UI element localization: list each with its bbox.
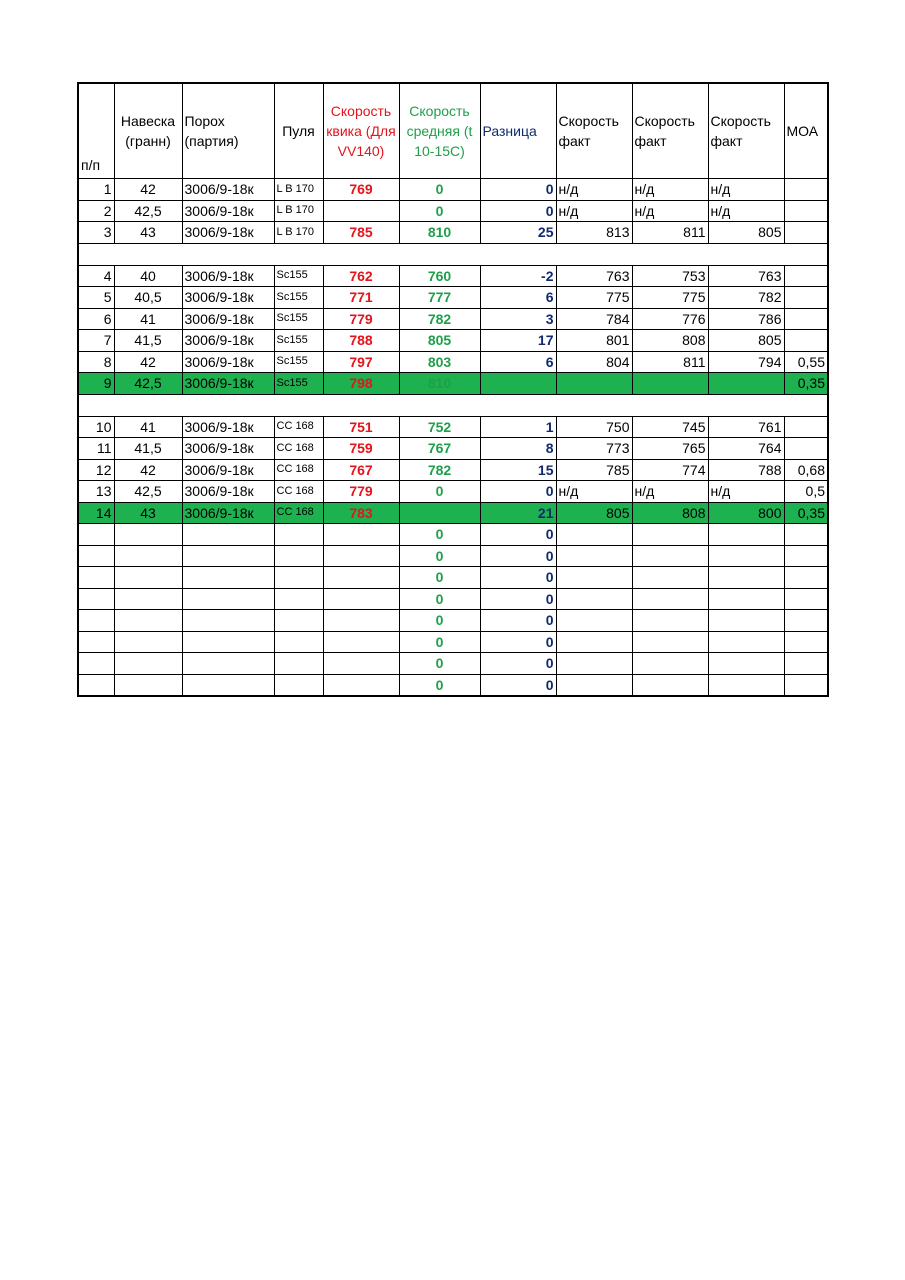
cell-fact-speed-3: н/д (708, 481, 784, 503)
cell-fact-speed-1: 773 (556, 438, 632, 460)
cell-fact-speed-3 (708, 610, 784, 632)
cell-moa (784, 438, 828, 460)
cell-bullet (274, 567, 323, 589)
cell-num (78, 588, 114, 610)
cell-powder (182, 524, 274, 546)
cell-difference: 0 (480, 588, 556, 610)
cell-fact-speed-3: 782 (708, 287, 784, 309)
cell-fact-speed-2: н/д (632, 179, 708, 201)
cell-num (78, 674, 114, 696)
cell-moa: 0,35 (784, 502, 828, 524)
cell-fact-speed-3: 805 (708, 222, 784, 244)
cell-moa (784, 200, 828, 222)
cell-quick-speed (323, 674, 399, 696)
header-difference: Разница (480, 83, 556, 179)
table-row (78, 200, 828, 222)
table-row (78, 308, 828, 330)
cell-num: 9 (78, 373, 114, 395)
cell-moa (784, 524, 828, 546)
cell-fact-speed-3 (708, 524, 784, 546)
cell-fact-speed-1: н/д (556, 200, 632, 222)
cell-fact-speed-2: 811 (632, 222, 708, 244)
cell-bullet (274, 653, 323, 675)
cell-num: 12 (78, 459, 114, 481)
cell-weight: 41,5 (114, 330, 182, 352)
cell-quick-speed: 788 (323, 330, 399, 352)
cell-fact-speed-2: 808 (632, 502, 708, 524)
cell-fact-speed-3: 763 (708, 265, 784, 287)
cell-bullet: CC 168 (274, 416, 323, 438)
cell-fact-speed-3 (708, 588, 784, 610)
cell-difference: 6 (480, 351, 556, 373)
cell-bullet: Sc155 (274, 373, 323, 395)
header-weight: Навеска (гранн) (114, 83, 182, 179)
cell-difference: 0 (480, 567, 556, 589)
cell-weight: 42,5 (114, 373, 182, 395)
cell-avg-speed (399, 502, 480, 524)
table-row (78, 222, 828, 244)
cell-moa (784, 265, 828, 287)
cell-quick-speed: 797 (323, 351, 399, 373)
table-row (78, 524, 828, 546)
table-row (78, 287, 828, 309)
cell-fact-speed-1 (556, 524, 632, 546)
cell-fact-speed-1: н/д (556, 179, 632, 201)
cell-fact-speed-2 (632, 674, 708, 696)
cell-moa (784, 588, 828, 610)
cell-weight (114, 588, 182, 610)
cell-powder (182, 545, 274, 567)
cell-bullet: CC 168 (274, 459, 323, 481)
cell-powder: 3006/9-18к (182, 438, 274, 460)
cell-weight: 41 (114, 308, 182, 330)
header-fact-speed-1: Скорость факт (556, 83, 632, 179)
cell-bullet: L B 170 (274, 200, 323, 222)
cell-weight (114, 653, 182, 675)
cell-moa (784, 416, 828, 438)
separator-cell (78, 394, 828, 416)
cell-avg-speed: 810 (399, 222, 480, 244)
header-fact-speed-3: Скорость факт (708, 83, 784, 179)
cell-num: 2 (78, 200, 114, 222)
cell-fact-speed-1: 763 (556, 265, 632, 287)
header-num: п/п (78, 83, 114, 179)
cell-weight: 42,5 (114, 200, 182, 222)
header-powder: Порох (партия) (182, 83, 274, 179)
cell-weight: 41,5 (114, 438, 182, 460)
cell-powder (182, 567, 274, 589)
cell-powder (182, 610, 274, 632)
cell-fact-speed-2: 753 (632, 265, 708, 287)
cell-fact-speed-1: 813 (556, 222, 632, 244)
cell-fact-speed-1: 750 (556, 416, 632, 438)
load-data-table (77, 82, 829, 697)
cell-bullet: Sc155 (274, 265, 323, 287)
cell-fact-speed-3 (708, 674, 784, 696)
cell-fact-speed-3: 761 (708, 416, 784, 438)
cell-weight (114, 524, 182, 546)
cell-powder: 3006/9-18к (182, 200, 274, 222)
cell-quick-speed (323, 524, 399, 546)
cell-bullet: Sc155 (274, 308, 323, 330)
cell-num: 7 (78, 330, 114, 352)
cell-bullet: CC 168 (274, 481, 323, 503)
cell-difference: 0 (480, 674, 556, 696)
cell-powder: 3006/9-18к (182, 179, 274, 201)
cell-quick-speed (323, 653, 399, 675)
cell-powder: 3006/9-18к (182, 222, 274, 244)
cell-powder: 3006/9-18к (182, 351, 274, 373)
cell-num: 4 (78, 265, 114, 287)
table-row (78, 330, 828, 352)
table-row (78, 265, 828, 287)
cell-fact-speed-2 (632, 567, 708, 589)
cell-powder: 3006/9-18к (182, 308, 274, 330)
table-row (78, 502, 828, 524)
cell-fact-speed-3: н/д (708, 200, 784, 222)
cell-avg-speed: 0 (399, 179, 480, 201)
cell-bullet (274, 524, 323, 546)
table-row (78, 351, 828, 373)
header-moa: МОА (784, 83, 828, 179)
cell-moa (784, 631, 828, 653)
cell-avg-speed: 805 (399, 330, 480, 352)
cell-fact-speed-2: 774 (632, 459, 708, 481)
cell-num: 3 (78, 222, 114, 244)
cell-quick-speed (323, 588, 399, 610)
cell-weight (114, 545, 182, 567)
header-avg-speed: Скорость средняя (t 10-15С) (399, 83, 480, 179)
cell-fact-speed-3 (708, 545, 784, 567)
cell-bullet (274, 588, 323, 610)
separator-cell (78, 243, 828, 265)
cell-avg-speed: 0 (399, 545, 480, 567)
cell-difference: 15 (480, 459, 556, 481)
cell-weight: 41 (114, 416, 182, 438)
cell-weight (114, 631, 182, 653)
cell-weight (114, 567, 182, 589)
cell-quick-speed (323, 567, 399, 589)
cell-powder: 3006/9-18к (182, 481, 274, 503)
table-row (78, 545, 828, 567)
cell-difference (480, 373, 556, 395)
table-row (78, 653, 828, 675)
cell-quick-speed: 767 (323, 459, 399, 481)
table-row (78, 416, 828, 438)
cell-fact-speed-2 (632, 653, 708, 675)
cell-powder (182, 631, 274, 653)
table-row (78, 481, 828, 503)
cell-bullet: CC 168 (274, 502, 323, 524)
cell-fact-speed-2: 765 (632, 438, 708, 460)
cell-moa: 0,55 (784, 351, 828, 373)
cell-quick-speed: 798 (323, 373, 399, 395)
cell-weight: 43 (114, 222, 182, 244)
table-row (78, 459, 828, 481)
cell-fact-speed-1 (556, 588, 632, 610)
cell-num: 5 (78, 287, 114, 309)
cell-fact-speed-3 (708, 631, 784, 653)
cell-fact-speed-1: н/д (556, 481, 632, 503)
cell-weight: 43 (114, 502, 182, 524)
cell-bullet: L B 170 (274, 179, 323, 201)
cell-fact-speed-2: 811 (632, 351, 708, 373)
cell-powder: 3006/9-18к (182, 265, 274, 287)
cell-quick-speed: 759 (323, 438, 399, 460)
cell-fact-speed-2 (632, 373, 708, 395)
cell-num: 10 (78, 416, 114, 438)
cell-avg-speed: 0 (399, 588, 480, 610)
cell-fact-speed-2 (632, 610, 708, 632)
cell-avg-speed: 777 (399, 287, 480, 309)
cell-difference: 0 (480, 545, 556, 567)
cell-difference: 25 (480, 222, 556, 244)
cell-fact-speed-1: 801 (556, 330, 632, 352)
cell-avg-speed: 810 (399, 373, 480, 395)
cell-difference: 17 (480, 330, 556, 352)
cell-bullet: CC 168 (274, 438, 323, 460)
cell-num (78, 610, 114, 632)
table-row (78, 373, 828, 395)
cell-quick-speed: 762 (323, 265, 399, 287)
cell-quick-speed: 785 (323, 222, 399, 244)
cell-fact-speed-2: н/д (632, 481, 708, 503)
table-row (78, 179, 828, 201)
table-row (78, 674, 828, 696)
cell-quick-speed: 769 (323, 179, 399, 201)
table-row (78, 588, 828, 610)
cell-fact-speed-2: 745 (632, 416, 708, 438)
header-fact-speed-2: Скорость факт (632, 83, 708, 179)
cell-num (78, 567, 114, 589)
cell-num: 6 (78, 308, 114, 330)
cell-difference: 8 (480, 438, 556, 460)
cell-quick-speed: 779 (323, 481, 399, 503)
cell-avg-speed: 0 (399, 567, 480, 589)
cell-num: 8 (78, 351, 114, 373)
cell-fact-speed-1 (556, 631, 632, 653)
cell-fact-speed-2: 775 (632, 287, 708, 309)
cell-difference: 3 (480, 308, 556, 330)
cell-avg-speed: 782 (399, 459, 480, 481)
cell-quick-speed (323, 610, 399, 632)
cell-bullet: Sc155 (274, 330, 323, 352)
cell-moa (784, 567, 828, 589)
cell-fact-speed-1 (556, 567, 632, 589)
cell-moa (784, 610, 828, 632)
cell-fact-speed-3: 764 (708, 438, 784, 460)
cell-difference: 1 (480, 416, 556, 438)
cell-fact-speed-2: 776 (632, 308, 708, 330)
cell-moa (784, 653, 828, 675)
cell-fact-speed-1: 805 (556, 502, 632, 524)
cell-bullet (274, 631, 323, 653)
cell-num: 11 (78, 438, 114, 460)
cell-quick-speed (323, 545, 399, 567)
cell-fact-speed-2: 808 (632, 330, 708, 352)
cell-quick-speed: 771 (323, 287, 399, 309)
cell-moa (784, 308, 828, 330)
cell-bullet (274, 674, 323, 696)
cell-fact-speed-3: 800 (708, 502, 784, 524)
cell-weight: 40 (114, 265, 182, 287)
cell-fact-speed-3: 805 (708, 330, 784, 352)
group-separator-row (78, 394, 828, 416)
cell-weight (114, 610, 182, 632)
cell-fact-speed-2 (632, 524, 708, 546)
cell-avg-speed: 767 (399, 438, 480, 460)
cell-fact-speed-2 (632, 588, 708, 610)
cell-avg-speed: 752 (399, 416, 480, 438)
cell-num (78, 631, 114, 653)
cell-powder (182, 588, 274, 610)
cell-avg-speed: 0 (399, 631, 480, 653)
cell-fact-speed-3 (708, 653, 784, 675)
cell-difference: 0 (480, 200, 556, 222)
cell-num: 1 (78, 179, 114, 201)
cell-quick-speed (323, 631, 399, 653)
cell-difference: 0 (480, 481, 556, 503)
cell-avg-speed: 0 (399, 674, 480, 696)
cell-powder: 3006/9-18к (182, 416, 274, 438)
cell-quick-speed: 783 (323, 502, 399, 524)
cell-fact-speed-1: 784 (556, 308, 632, 330)
cell-quick-speed: 751 (323, 416, 399, 438)
cell-moa (784, 222, 828, 244)
cell-powder (182, 674, 274, 696)
cell-num (78, 545, 114, 567)
table-body (78, 179, 828, 697)
cell-powder: 3006/9-18к (182, 502, 274, 524)
cell-weight: 42 (114, 351, 182, 373)
cell-avg-speed: 0 (399, 524, 480, 546)
cell-fact-speed-2: н/д (632, 200, 708, 222)
cell-bullet: Sc155 (274, 287, 323, 309)
cell-weight (114, 674, 182, 696)
cell-num: 14 (78, 502, 114, 524)
cell-powder: 3006/9-18к (182, 330, 274, 352)
table-row (78, 567, 828, 589)
cell-fact-speed-1: 785 (556, 459, 632, 481)
cell-weight: 42 (114, 459, 182, 481)
cell-fact-speed-1 (556, 373, 632, 395)
cell-num (78, 653, 114, 675)
cell-moa: 0,68 (784, 459, 828, 481)
cell-difference: 21 (480, 502, 556, 524)
cell-fact-speed-1: 804 (556, 351, 632, 373)
cell-powder: 3006/9-18к (182, 287, 274, 309)
table-row (78, 631, 828, 653)
cell-fact-speed-1 (556, 545, 632, 567)
cell-avg-speed: 0 (399, 610, 480, 632)
cell-fact-speed-1 (556, 674, 632, 696)
cell-num (78, 524, 114, 546)
cell-difference: 0 (480, 610, 556, 632)
cell-num: 13 (78, 481, 114, 503)
cell-difference: 0 (480, 524, 556, 546)
cell-fact-speed-3: 786 (708, 308, 784, 330)
header-quick-speed: Скорость квика (Для VV140) (323, 83, 399, 179)
cell-moa (784, 330, 828, 352)
cell-moa: 0,5 (784, 481, 828, 503)
table-row (78, 438, 828, 460)
cell-bullet: Sc155 (274, 351, 323, 373)
cell-moa: 0,35 (784, 373, 828, 395)
cell-fact-speed-3 (708, 373, 784, 395)
cell-moa (784, 287, 828, 309)
cell-fact-speed-1 (556, 610, 632, 632)
cell-bullet (274, 545, 323, 567)
cell-avg-speed: 0 (399, 481, 480, 503)
cell-fact-speed-2 (632, 545, 708, 567)
cell-fact-speed-3: 794 (708, 351, 784, 373)
cell-weight: 42 (114, 179, 182, 201)
cell-bullet (274, 610, 323, 632)
header-bullet: Пуля (274, 83, 323, 179)
cell-difference: 6 (480, 287, 556, 309)
cell-powder: 3006/9-18к (182, 459, 274, 481)
cell-weight: 42,5 (114, 481, 182, 503)
cell-difference: -2 (480, 265, 556, 287)
cell-avg-speed: 760 (399, 265, 480, 287)
cell-weight: 40,5 (114, 287, 182, 309)
cell-difference: 0 (480, 179, 556, 201)
cell-avg-speed: 0 (399, 653, 480, 675)
header-row (78, 83, 828, 179)
cell-fact-speed-3: н/д (708, 179, 784, 201)
cell-fact-speed-1 (556, 653, 632, 675)
cell-powder (182, 653, 274, 675)
cell-moa (784, 674, 828, 696)
cell-fact-speed-3 (708, 567, 784, 589)
cell-fact-speed-2 (632, 631, 708, 653)
cell-quick-speed: 779 (323, 308, 399, 330)
cell-moa (784, 179, 828, 201)
cell-moa (784, 545, 828, 567)
cell-fact-speed-1: 775 (556, 287, 632, 309)
cell-avg-speed: 782 (399, 308, 480, 330)
cell-fact-speed-3: 788 (708, 459, 784, 481)
cell-difference: 0 (480, 653, 556, 675)
cell-difference: 0 (480, 631, 556, 653)
cell-bullet: L B 170 (274, 222, 323, 244)
cell-powder: 3006/9-18к (182, 373, 274, 395)
cell-avg-speed: 803 (399, 351, 480, 373)
table-row (78, 610, 828, 632)
cell-quick-speed (323, 200, 399, 222)
group-separator-row (78, 243, 828, 265)
cell-avg-speed: 0 (399, 200, 480, 222)
